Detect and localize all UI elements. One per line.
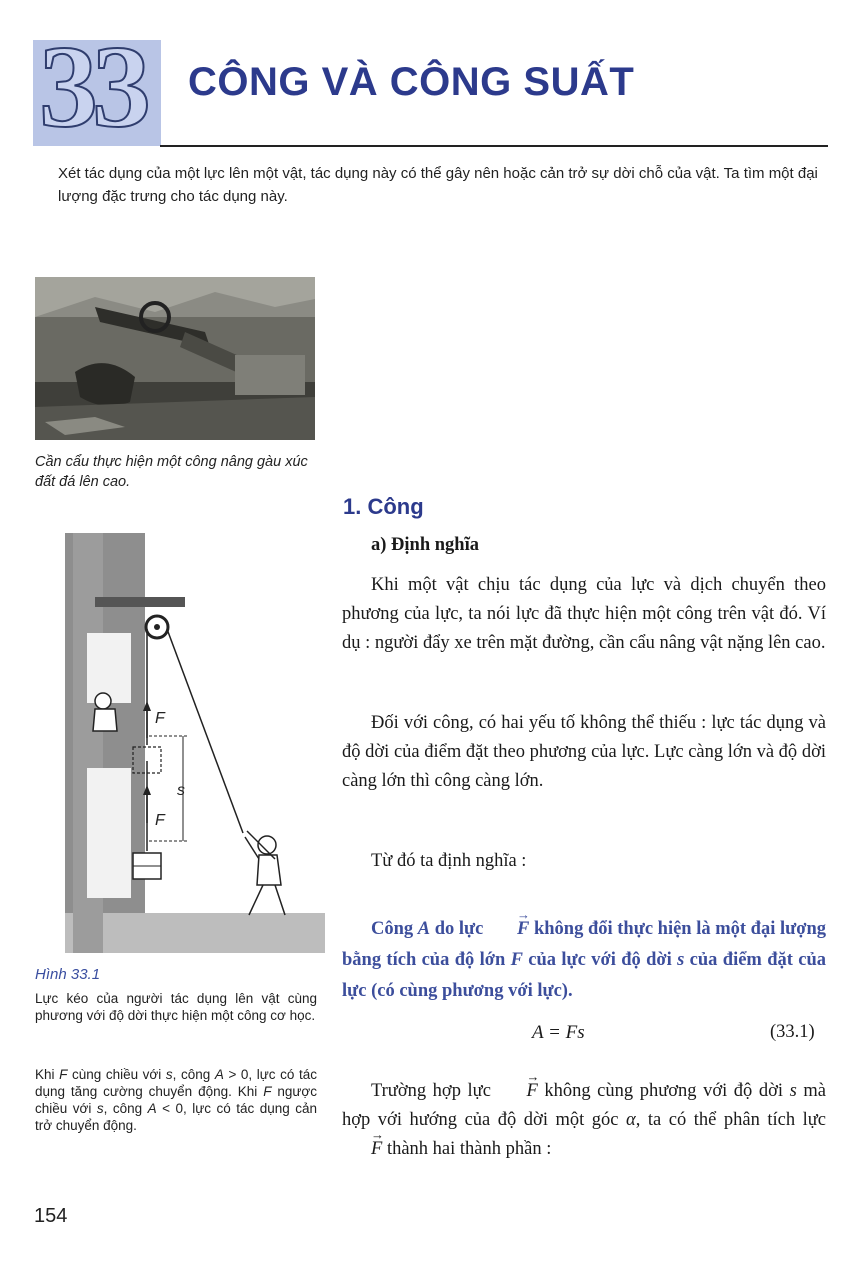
- paragraph-4: Trường hợp lực → F không cùng phương với độ dời s mà hợp với hướng của độ dời một góc α, ta có thể phân tích lực → F thành hai thành phần :: [342, 1077, 826, 1164]
- force-label-lower: F: [155, 812, 165, 829]
- crane-photo: [35, 277, 315, 440]
- photo-caption: Cần cẩu thực hiện một công nâng gàu xúc đất đá lên cao.: [35, 454, 308, 490]
- crane-photo-image: [35, 277, 315, 440]
- pulley-beam: [95, 597, 185, 607]
- chapter-title: CÔNG VÀ CÔNG SUẤT: [188, 60, 635, 104]
- vector-f: → F: [488, 914, 529, 945]
- header-divider: [160, 145, 828, 147]
- page-number: 154: [34, 1205, 68, 1227]
- section-heading: 1. Công: [343, 494, 424, 519]
- vector-f: → F: [497, 1077, 537, 1106]
- formula: A = Fs: [532, 1022, 585, 1043]
- subsection-heading: a) Định nghĩa: [371, 535, 479, 555]
- paragraph-1: Khi một vật chịu tác dụng của lực và dịch chuyển theo phương của lực, ta nói lực đã thực hiện một công trên vật đó. Ví dụ : người đẩy xe trên mặt đường, cần cẩu nâng vật nặng lên cao.: [342, 575, 826, 653]
- figure-note: Khi F cùng chiều với s, công A > 0, lực có tác dụng tăng cường chuyển động. Khi F ngược chiều với s, công A < 0, lực có tác dụng cản trở chuyển động.: [35, 1067, 318, 1133]
- ground: [65, 913, 325, 953]
- chapter-number: 33: [39, 40, 145, 146]
- force-label-upper: F: [155, 710, 165, 727]
- intro-paragraph: Xét tác dụng của một lực lên một vật, tác dụng này có thể gây nên hoặc cản trở sự dời chỗ của vật. Ta tìm một đại lượng đặc trưng cho tác dụng này.: [58, 165, 818, 205]
- figure-label: Hình 33.1: [35, 966, 101, 983]
- chapter-number-badge: [33, 40, 161, 146]
- displacement-label: s: [177, 782, 185, 799]
- upper-window: [87, 633, 131, 703]
- figure-33-1-illustration: [65, 533, 325, 958]
- definition-box: Công A do lực → F không đổi thực hiện là một đại lượng bằng tích của độ lớn F của lực với độ dời s của điểm đặt của lực (có cùng phương với lực).: [342, 914, 826, 1007]
- formula-number: (33.1): [770, 1022, 815, 1042]
- figure-caption: Lực kéo của người tác dụng lên vật cùng phương với độ dời thực hiện một công cơ học.: [35, 991, 317, 1023]
- vector-f: → F: [342, 1135, 382, 1164]
- rope: [167, 629, 243, 833]
- pulley-diagram: [65, 533, 325, 958]
- paragraph-2: Đối với công, có hai yếu tố không thể thiếu : lực tác dụng và độ dời của điểm đặt theo phương của lực. Lực càng lớn và độ dời càng lớn thì công càng lớn.: [342, 713, 826, 791]
- paragraph-3: Từ đó ta định nghĩa :: [371, 851, 527, 871]
- lower-opening: [87, 768, 131, 898]
